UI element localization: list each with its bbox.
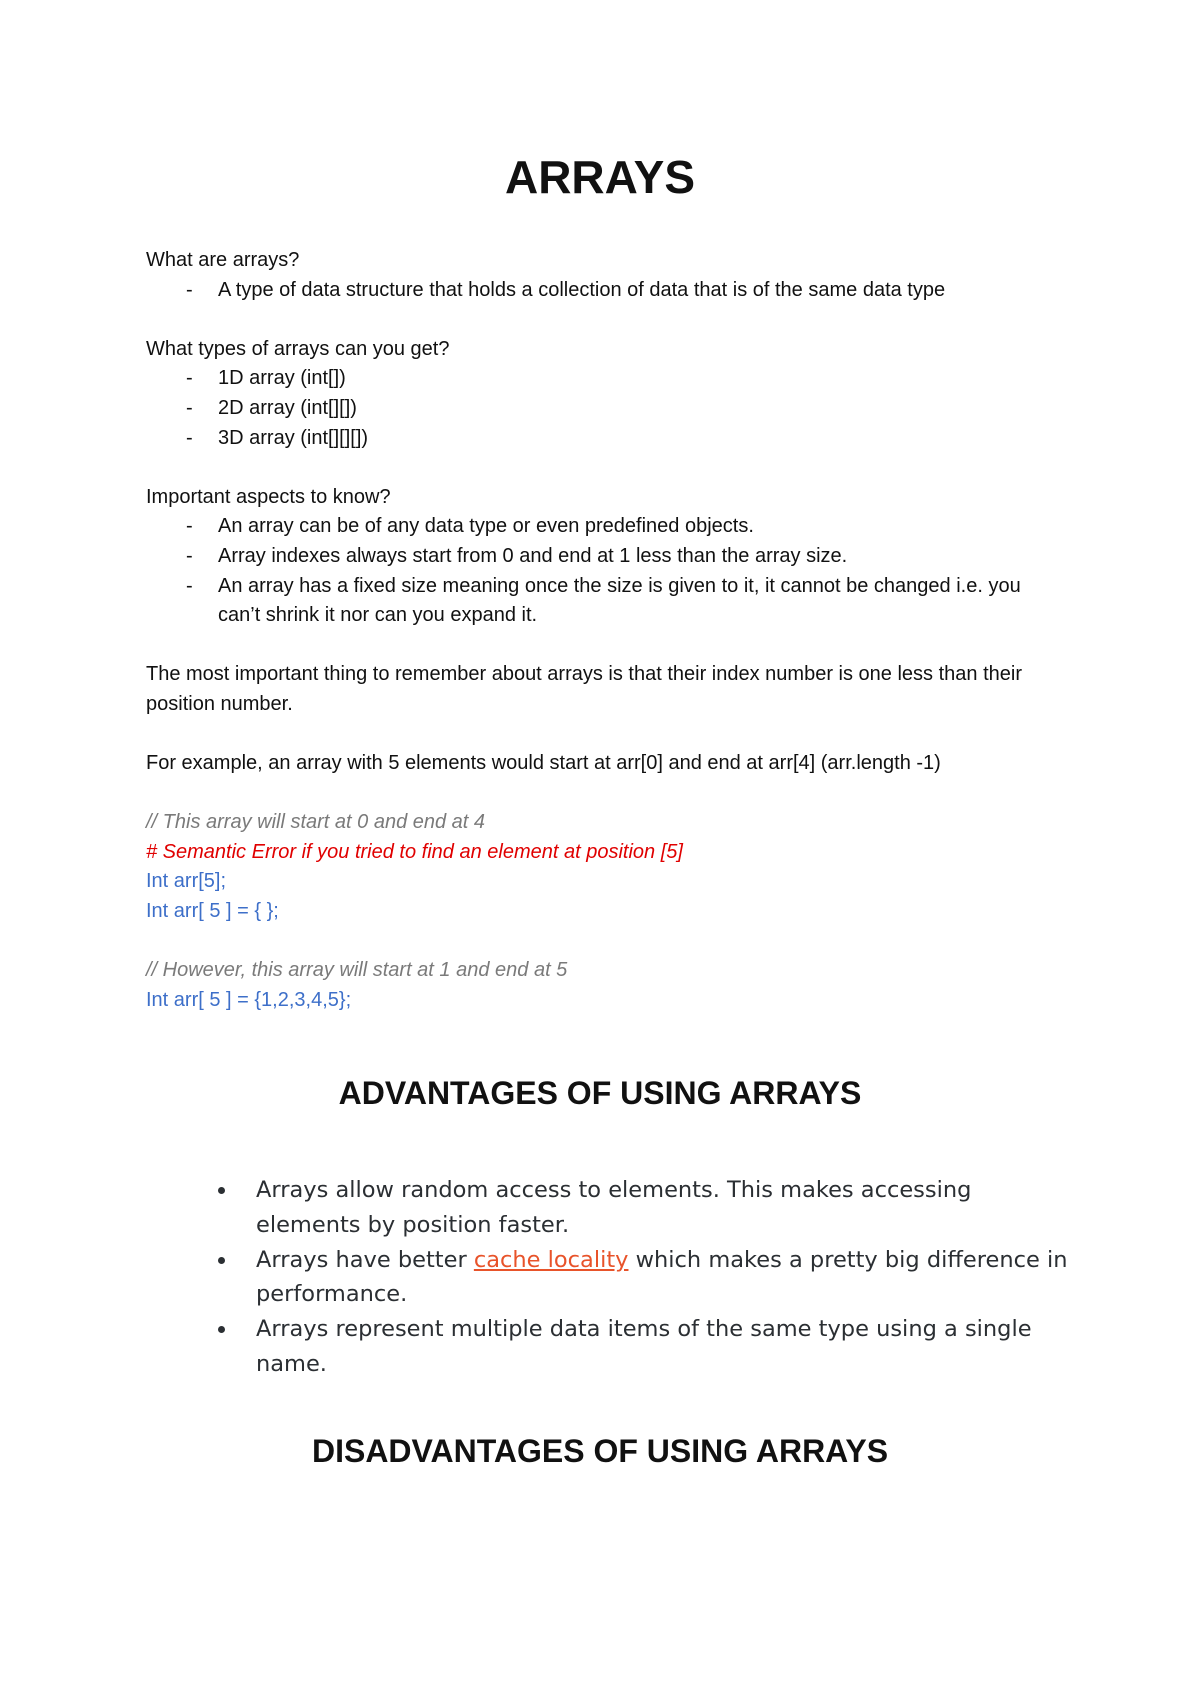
list-item: - 3D array (int[][][]) [146,424,1076,454]
page-title: ARRAYS [504,151,696,203]
list-item: - A type of data structure that holds a collection of data that is of the same data type [146,276,1076,306]
advantages-heading: ADVANTAGES OF USING ARRAYS [338,1075,862,1111]
list-item: - 1D array (int[]) [146,364,1076,394]
list-item: - An array has a fixed size meaning once the size is given to it, it cannot be changed i.e. you can’t shrink it nor can you expand it. [146,572,1076,631]
code-comment: // However, this array will start at 1 and end at 5 [146,959,568,982]
disadvantages-heading: DISADVANTAGES OF USING ARRAYS [311,1433,889,1469]
list-item: - 2D array (int[][]) [146,394,1076,424]
code-error-note: # Semantic Error if you tried to find an element at position [5] [146,840,683,863]
round-bullet-icon [218,1187,225,1194]
dash-bullet-icon: - [186,426,193,449]
question-what-are-arrays: What are arrays? [146,249,300,271]
list-item: - An array can be of any data type or even predefined objects. [146,512,1076,542]
list-item: Arrays have better cache locality which makes a pretty big difference in performance. [216,1243,1076,1313]
dash-bullet-icon: - [186,367,193,390]
dash-bullet-icon: - [186,515,193,538]
code-line: Int arr[ 5 ] = { }; [146,900,279,923]
round-bullet-icon [218,1326,225,1333]
question-important-aspects: Important aspects to know? [146,485,391,508]
paragraph-index-note: The most important thing to remember about arrays is that their index number is one less than their position number. [146,663,1022,715]
paragraph-example: For example, an array with 5 elements would start at arr[0] and end at arr[4] (arr.length -1) [146,752,941,775]
dash-bullet-icon: - [186,574,193,597]
list-item: - Array indexes always start from 0 and end at 1 less than the array size. [146,542,1076,572]
round-bullet-icon [218,1257,225,1264]
dash-bullet-icon: - [186,278,193,301]
cache-locality-link[interactable]: cache locality [473,1246,629,1273]
list-item: Arrays allow random access to elements. This makes accessing elements by position faster. [216,1173,1076,1243]
dash-bullet-icon: - [186,396,193,419]
list-item: Arrays represent multiple data items of the same type using a single name. [216,1312,1076,1382]
code-comment: // This array will start at 0 and end at 4 [146,811,486,834]
document-body [146,246,1076,1015]
code-line: Int arr[5]; [146,870,227,893]
dash-bullet-icon: - [186,544,193,567]
question-types-of-arrays: What types of arrays can you get? [146,337,450,360]
advantages-list [216,1173,1076,1382]
code-line: Int arr[ 5 ] = {1,2,3,4,5}; [146,988,352,1011]
